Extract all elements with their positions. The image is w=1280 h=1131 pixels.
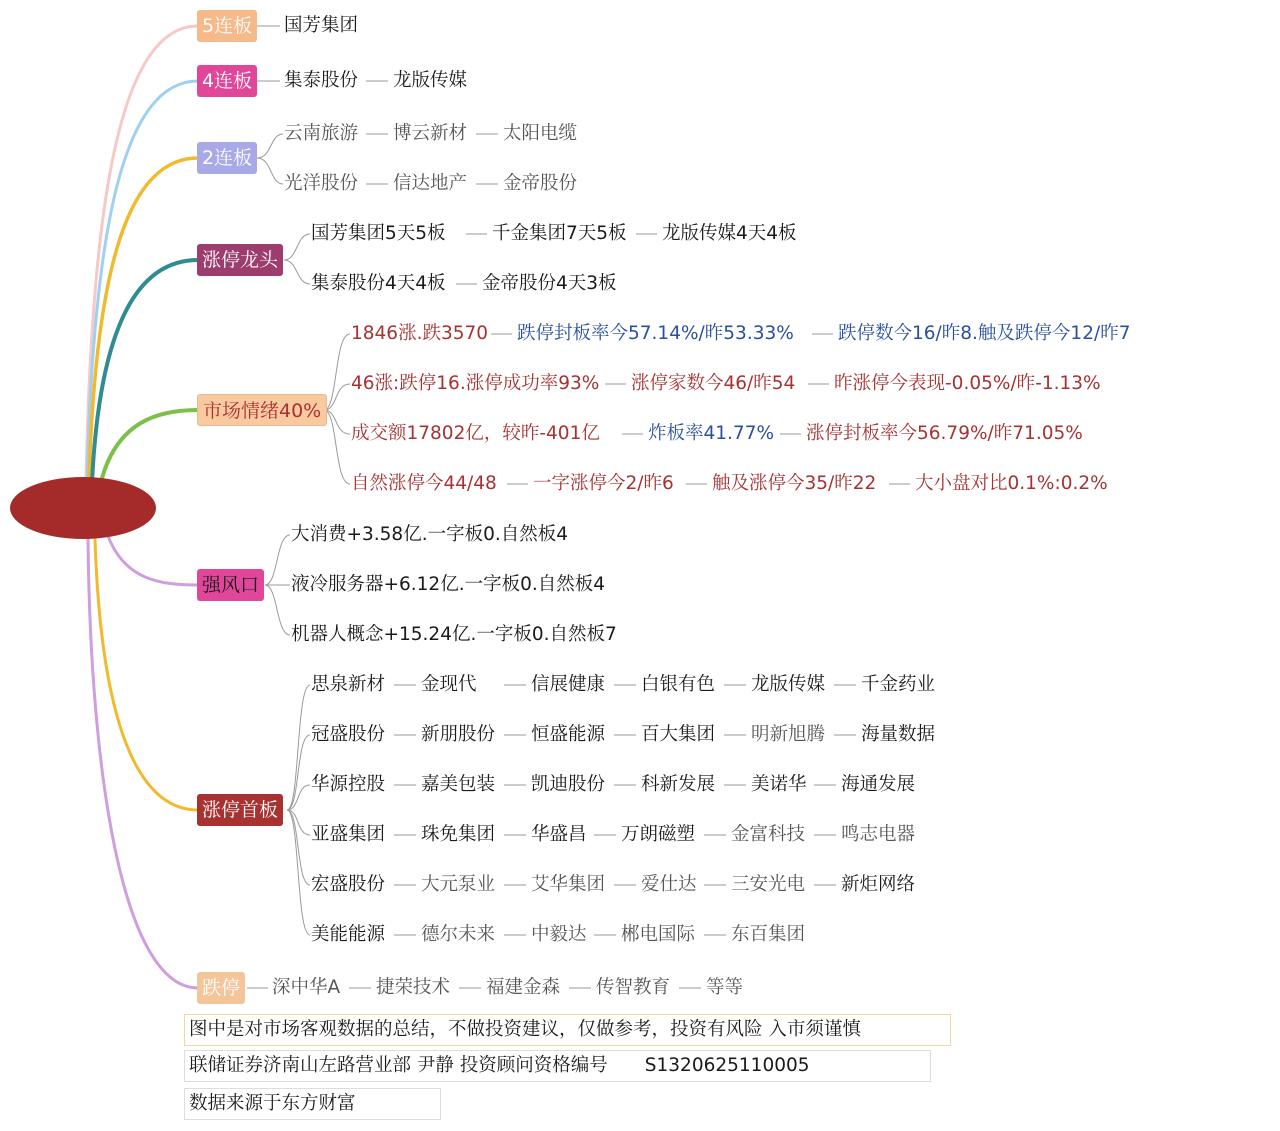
list-item[interactable]: 触及涨停今35/昨22 <box>712 473 877 494</box>
branch-hot-sectors[interactable]: 强风口 <box>197 569 264 601</box>
list-item[interactable]: 信达地产 <box>393 173 468 194</box>
list-item[interactable]: 金富科技 <box>731 824 806 845</box>
list-item[interactable]: 信展健康 <box>531 674 606 695</box>
list-item[interactable]: 46涨:跌停16.涨停成功率93% <box>351 373 600 394</box>
list-item[interactable]: 美能能源 <box>311 924 386 945</box>
list-item[interactable]: 艾华集团 <box>531 874 606 895</box>
branch-5-lianban[interactable]: 5连板 <box>197 10 257 42</box>
list-item[interactable]: 海量数据 <box>861 724 936 745</box>
list-item[interactable]: 三安光电 <box>731 874 806 895</box>
list-item[interactable]: 大小盘对比0.1%:0.2% <box>915 473 1108 494</box>
list-item[interactable]: 金帝股份4天3板 <box>482 273 617 294</box>
list-item[interactable]: 昨涨停今表现-0.05%/昨-1.13% <box>834 373 1101 394</box>
list-item[interactable]: 中毅达 <box>531 924 587 945</box>
list-item[interactable]: 恒盛能源 <box>531 724 606 745</box>
branch-limit-up-leaders[interactable]: 涨停龙头 <box>197 244 283 276</box>
list-item[interactable]: 深中华A <box>272 977 341 998</box>
list-item[interactable]: 跌停封板率今57.14%/昨53.33% <box>517 323 794 344</box>
list-item[interactable]: 万朗磁塑 <box>621 824 696 845</box>
list-item[interactable]: 液冷服务器+6.12亿.一字板0.自然板4 <box>291 574 605 595</box>
list-item[interactable]: 龙版传媒 <box>751 674 826 695</box>
list-item[interactable]: 金帝股份 <box>503 173 578 194</box>
branch-2-lianban[interactable]: 2连板 <box>197 142 257 174</box>
list-item[interactable]: 龙版传媒4天4板 <box>662 223 797 244</box>
branch-market-sentiment[interactable]: 市场情绪40% <box>197 394 327 426</box>
list-item[interactable]: 大消费+3.58亿.一字板0.自然板4 <box>291 524 568 545</box>
list-item[interactable]: 一字涨停今2/昨6 <box>533 473 674 494</box>
root-node[interactable] <box>10 477 156 539</box>
list-item[interactable]: 1846涨.跌3570 <box>351 323 489 344</box>
list-item[interactable]: 福建金森 <box>486 977 561 998</box>
list-item[interactable]: 思泉新材 <box>311 674 386 695</box>
list-item[interactable]: 美诺华 <box>751 774 807 795</box>
branch-first-limit-up[interactable]: 涨停首板 <box>197 794 283 826</box>
list-item[interactable]: 光洋股份 <box>284 173 359 194</box>
list-item[interactable]: 明新旭腾 <box>751 724 826 745</box>
list-item[interactable]: 宏盛股份 <box>311 874 386 895</box>
list-item[interactable]: 太阳电缆 <box>503 123 578 144</box>
list-item[interactable]: 科新发展 <box>641 774 716 795</box>
list-item[interactable]: 金现代 <box>421 674 477 695</box>
list-item[interactable]: 炸板率41.77% <box>648 423 775 444</box>
list-item[interactable]: 千金药业 <box>861 674 936 695</box>
list-item[interactable]: 大元泵业 <box>421 874 496 895</box>
list-item[interactable]: 白银有色 <box>641 674 716 695</box>
list-item[interactable]: 国芳集团5天5板 <box>311 223 446 244</box>
list-item[interactable]: 涨停封板率今56.79%/昨71.05% <box>806 423 1083 444</box>
disclaimer-note: 图中是对市场客观数据的总结，不做投资建议，仅做参考，投资有风险 入市须谨慎 <box>184 1014 951 1046</box>
list-item[interactable]: 成交额17802亿，较昨-401亿 <box>351 423 600 444</box>
list-item[interactable]: 新朋股份 <box>421 724 496 745</box>
list-item[interactable]: 涨停家数今46/昨54 <box>631 373 796 394</box>
list-item[interactable]: 集泰股份 <box>284 70 359 91</box>
list-item[interactable]: 冠盛股份 <box>311 724 386 745</box>
list-item[interactable]: 珠免集团 <box>421 824 496 845</box>
list-item[interactable]: 嘉美包装 <box>421 774 496 795</box>
list-item[interactable]: 百大集团 <box>641 724 716 745</box>
list-item[interactable]: 云南旅游 <box>284 123 359 144</box>
list-item[interactable]: 跌停数今16/昨8.触及跌停今12/昨7 <box>838 323 1131 344</box>
list-item[interactable]: 自然涨停今44/48 <box>351 473 497 494</box>
list-item[interactable]: 新炬网络 <box>841 874 916 895</box>
list-item[interactable]: 鸣志电器 <box>841 824 916 845</box>
list-item[interactable]: 华盛昌 <box>531 824 587 845</box>
list-item[interactable]: 传智教育 <box>596 977 671 998</box>
list-item[interactable]: 等等 <box>706 977 744 998</box>
branch-4-lianban[interactable]: 4连板 <box>197 65 257 97</box>
list-item[interactable]: 东百集团 <box>731 924 806 945</box>
list-item[interactable]: 机器人概念+15.24亿.一字板0.自然板7 <box>291 624 617 645</box>
list-item[interactable]: 华源控股 <box>311 774 386 795</box>
branch-limit-down[interactable]: 跌停 <box>197 972 245 1004</box>
list-item[interactable]: 德尔未来 <box>421 924 496 945</box>
source-note: 数据来源于东方财富 <box>184 1088 441 1120</box>
list-item[interactable]: 海通发展 <box>841 774 916 795</box>
advisor-note: 联储证券济南山左路营业部 尹静 投资顾问资格编号 S1320625110005 <box>184 1050 931 1082</box>
list-item[interactable]: 国芳集团 <box>284 15 359 36</box>
list-item[interactable]: 博云新材 <box>393 123 468 144</box>
list-item[interactable]: 爱仕达 <box>641 874 697 895</box>
list-item[interactable]: 集泰股份4天4板 <box>311 273 446 294</box>
list-item[interactable]: 龙版传媒 <box>393 70 468 91</box>
list-item[interactable]: 亚盛集团 <box>311 824 386 845</box>
list-item[interactable]: 千金集团7天5板 <box>492 223 627 244</box>
list-item[interactable]: 郴电国际 <box>621 924 696 945</box>
list-item[interactable]: 捷荣技术 <box>376 977 451 998</box>
list-item[interactable]: 凯迪股份 <box>531 774 606 795</box>
